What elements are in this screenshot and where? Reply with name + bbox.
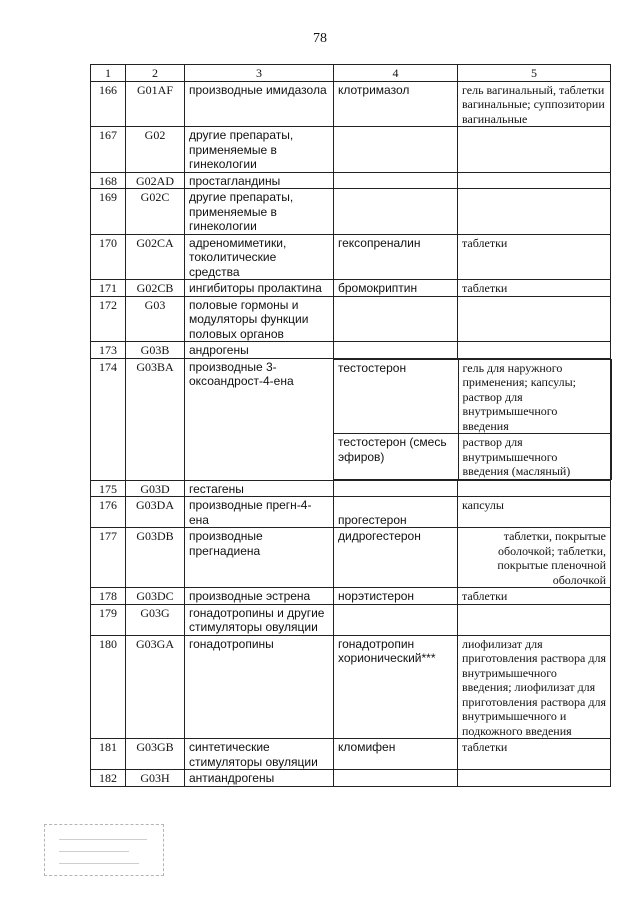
drug-name: тестостерон (смесь эфиров) — [334, 434, 458, 480]
group-name: гонадотропины — [185, 635, 334, 739]
dosage-form: таблетки — [458, 739, 611, 770]
table-row — [91, 81, 611, 127]
dosage-form — [458, 342, 611, 359]
group-name: синтетические стимуляторы овуляции — [185, 739, 334, 770]
dosage-form — [458, 296, 611, 342]
atc-code: G03DC — [126, 588, 185, 605]
page-number: 78 — [313, 31, 327, 46]
dosage-form: таблетки — [458, 280, 611, 297]
group-name: антиандрогены — [185, 770, 334, 787]
drug-name: дидрогестерон — [334, 528, 458, 588]
group-name: производные 3-оксоандрост-4-ена — [185, 358, 334, 480]
table-row — [91, 528, 611, 588]
drug-name — [334, 604, 458, 635]
dosage-form — [458, 172, 611, 189]
group-name: производные прегнадиена — [185, 528, 334, 588]
drug-name — [334, 480, 458, 497]
atc-code: G03GA — [126, 635, 185, 739]
group-name: производные имидазола — [185, 81, 334, 127]
dosage-form: раствор для внутримышечного введения (масляный) — [458, 434, 611, 480]
drug-subtable-cell — [334, 358, 611, 480]
dosage-form — [458, 127, 611, 173]
drug-name: гексопреналин — [334, 234, 458, 280]
drug-name: кломифен — [334, 739, 458, 770]
column-header: 3 — [185, 65, 334, 82]
atc-code: G02C — [126, 189, 185, 235]
table-row — [91, 480, 611, 497]
sub-row — [334, 359, 611, 434]
column-header: 1 — [91, 65, 126, 82]
table-row — [91, 497, 611, 528]
drug-table — [90, 64, 611, 787]
atc-code: G02 — [126, 127, 185, 173]
dosage-form: гель вагинальный, таблетки вагинальные; суппозитории вагинальные — [458, 81, 611, 127]
dosage-form — [458, 770, 611, 787]
atc-code: G03G — [126, 604, 185, 635]
table-row — [91, 770, 611, 787]
column-header: 5 — [458, 65, 611, 82]
row-number: 171 — [91, 280, 126, 297]
dosage-form: таблетки — [458, 234, 611, 280]
drug-subtable — [334, 359, 612, 480]
row-number: 182 — [91, 770, 126, 787]
table-row — [91, 588, 611, 605]
row-number: 174 — [91, 358, 126, 480]
atc-code: G03 — [126, 296, 185, 342]
drug-name: гонадотропин хорионический*** — [334, 635, 458, 739]
atc-code: G03D — [126, 480, 185, 497]
table-row — [91, 358, 611, 480]
row-number: 178 — [91, 588, 126, 605]
group-name: другие препараты, применяемые в гинекологии — [185, 127, 334, 173]
drug-name: тестостерон — [334, 359, 458, 434]
table-row — [91, 342, 611, 359]
group-name: андрогены — [185, 342, 334, 359]
group-name: другие препараты, применяемые в гинекологии — [185, 189, 334, 235]
atc-code: G03GB — [126, 739, 185, 770]
atc-code: G01AF — [126, 81, 185, 127]
row-number: 168 — [91, 172, 126, 189]
group-name: адреномиметики, токолитические средства — [185, 234, 334, 280]
dosage-form: гель для наружного применения; капсулы; раствор для внутримышечного введения — [458, 359, 611, 434]
atc-code: G03B — [126, 342, 185, 359]
row-number: 177 — [91, 528, 126, 588]
row-number: 181 — [91, 739, 126, 770]
column-header: 4 — [334, 65, 458, 82]
atc-code: G02CA — [126, 234, 185, 280]
table-row — [91, 234, 611, 280]
group-name: гестагены — [185, 480, 334, 497]
row-number: 169 — [91, 189, 126, 235]
drug-name — [334, 172, 458, 189]
group-name: гонадотропины и другие стимуляторы овуляции — [185, 604, 334, 635]
table-row — [91, 604, 611, 635]
group-name: ингибиторы пролактина — [185, 280, 334, 297]
dosage-form: таблетки — [458, 588, 611, 605]
table-row — [91, 635, 611, 739]
row-number: 179 — [91, 604, 126, 635]
table-row — [91, 296, 611, 342]
group-name: производные эстрена — [185, 588, 334, 605]
row-number: 166 — [91, 81, 126, 127]
dosage-form — [458, 189, 611, 235]
row-number: 180 — [91, 635, 126, 739]
drug-name — [334, 342, 458, 359]
drug-name — [334, 189, 458, 235]
dosage-form: лиофилизат для приготовления раствора для внутримышечного введения; лиофилизат для приготовления раствора для внутримышечного и подкожного введения — [458, 635, 611, 739]
row-number: 167 — [91, 127, 126, 173]
drug-name: бромокриптин — [334, 280, 458, 297]
drug-name — [334, 296, 458, 342]
faint-stamp — [44, 824, 164, 876]
group-name: половые гормоны и модуляторы функции половых органов — [185, 296, 334, 342]
header-row — [91, 65, 611, 82]
row-number: 172 — [91, 296, 126, 342]
row-number: 175 — [91, 480, 126, 497]
row-number: 170 — [91, 234, 126, 280]
table-row — [91, 280, 611, 297]
dosage-form — [458, 604, 611, 635]
row-number: 176 — [91, 497, 126, 528]
drug-name: норэтистерон — [334, 588, 458, 605]
dosage-form: капсулы — [458, 497, 611, 528]
atc-code: G03BA — [126, 358, 185, 480]
atc-code: G03DA — [126, 497, 185, 528]
drug-name — [334, 770, 458, 787]
table-row — [91, 189, 611, 235]
atc-code: G02AD — [126, 172, 185, 189]
drug-name: прогестерон — [334, 497, 458, 528]
table-row — [91, 739, 611, 770]
drug-name — [334, 127, 458, 173]
sub-row — [334, 434, 611, 480]
atc-code: G03H — [126, 770, 185, 787]
row-number: 173 — [91, 342, 126, 359]
column-header: 2 — [126, 65, 185, 82]
table-row — [91, 172, 611, 189]
atc-code: G02CB — [126, 280, 185, 297]
dosage-form: таблетки, покрытые оболочкой; таблетки, покрытые пленочной оболочкой — [458, 528, 611, 588]
group-name: производные прегн-4-ена — [185, 497, 334, 528]
dosage-form — [458, 480, 611, 497]
table-row — [91, 127, 611, 173]
group-name: простагландины — [185, 172, 334, 189]
drug-name: клотримазол — [334, 81, 458, 127]
atc-code: G03DB — [126, 528, 185, 588]
